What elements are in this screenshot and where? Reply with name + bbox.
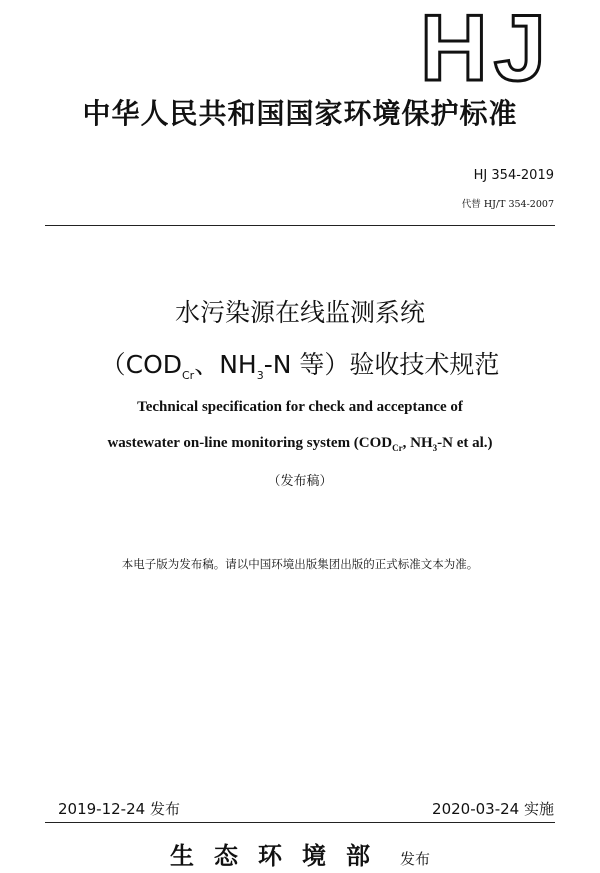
implement-date: 2020-03-24 实施 bbox=[432, 800, 554, 818]
publish-date: 2019-12-24 发布 bbox=[58, 800, 180, 818]
standard-number: HJ 354-2019 bbox=[473, 168, 554, 183]
issuer-name: 生态环境部 bbox=[169, 842, 390, 870]
zh-title-line1: 水污染源在线监测系统 bbox=[174, 298, 425, 327]
zh-title-line2: （$COD_{Cr}$、$NH_3-N$ 等）验收技术规范 bbox=[100, 350, 500, 382]
top-divider bbox=[45, 225, 555, 226]
en-title-line2: wastewater on-line monitoring system ($COD_{Cr}$, $NH_3-N$ et al.) bbox=[107, 435, 493, 453]
bottom-divider bbox=[45, 822, 555, 823]
edition-notice: 本电子版为发布稿。请以中国环境出版集团出版的正式标准文本为准。 bbox=[121, 557, 479, 571]
en-title-line1: Technical specification for check and acceptance of bbox=[137, 399, 463, 415]
issuer-suffix: 发布 bbox=[399, 850, 430, 868]
replaces-standard: 代替 HJ/T 354-2007 bbox=[461, 199, 554, 210]
issuer bbox=[0, 836, 600, 871]
hj-logo: HJ bbox=[419, 0, 552, 100]
org-title: 中华人民共和国国家环境保护标准 bbox=[82, 97, 518, 130]
draft-label: （发布稿） bbox=[267, 474, 333, 489]
